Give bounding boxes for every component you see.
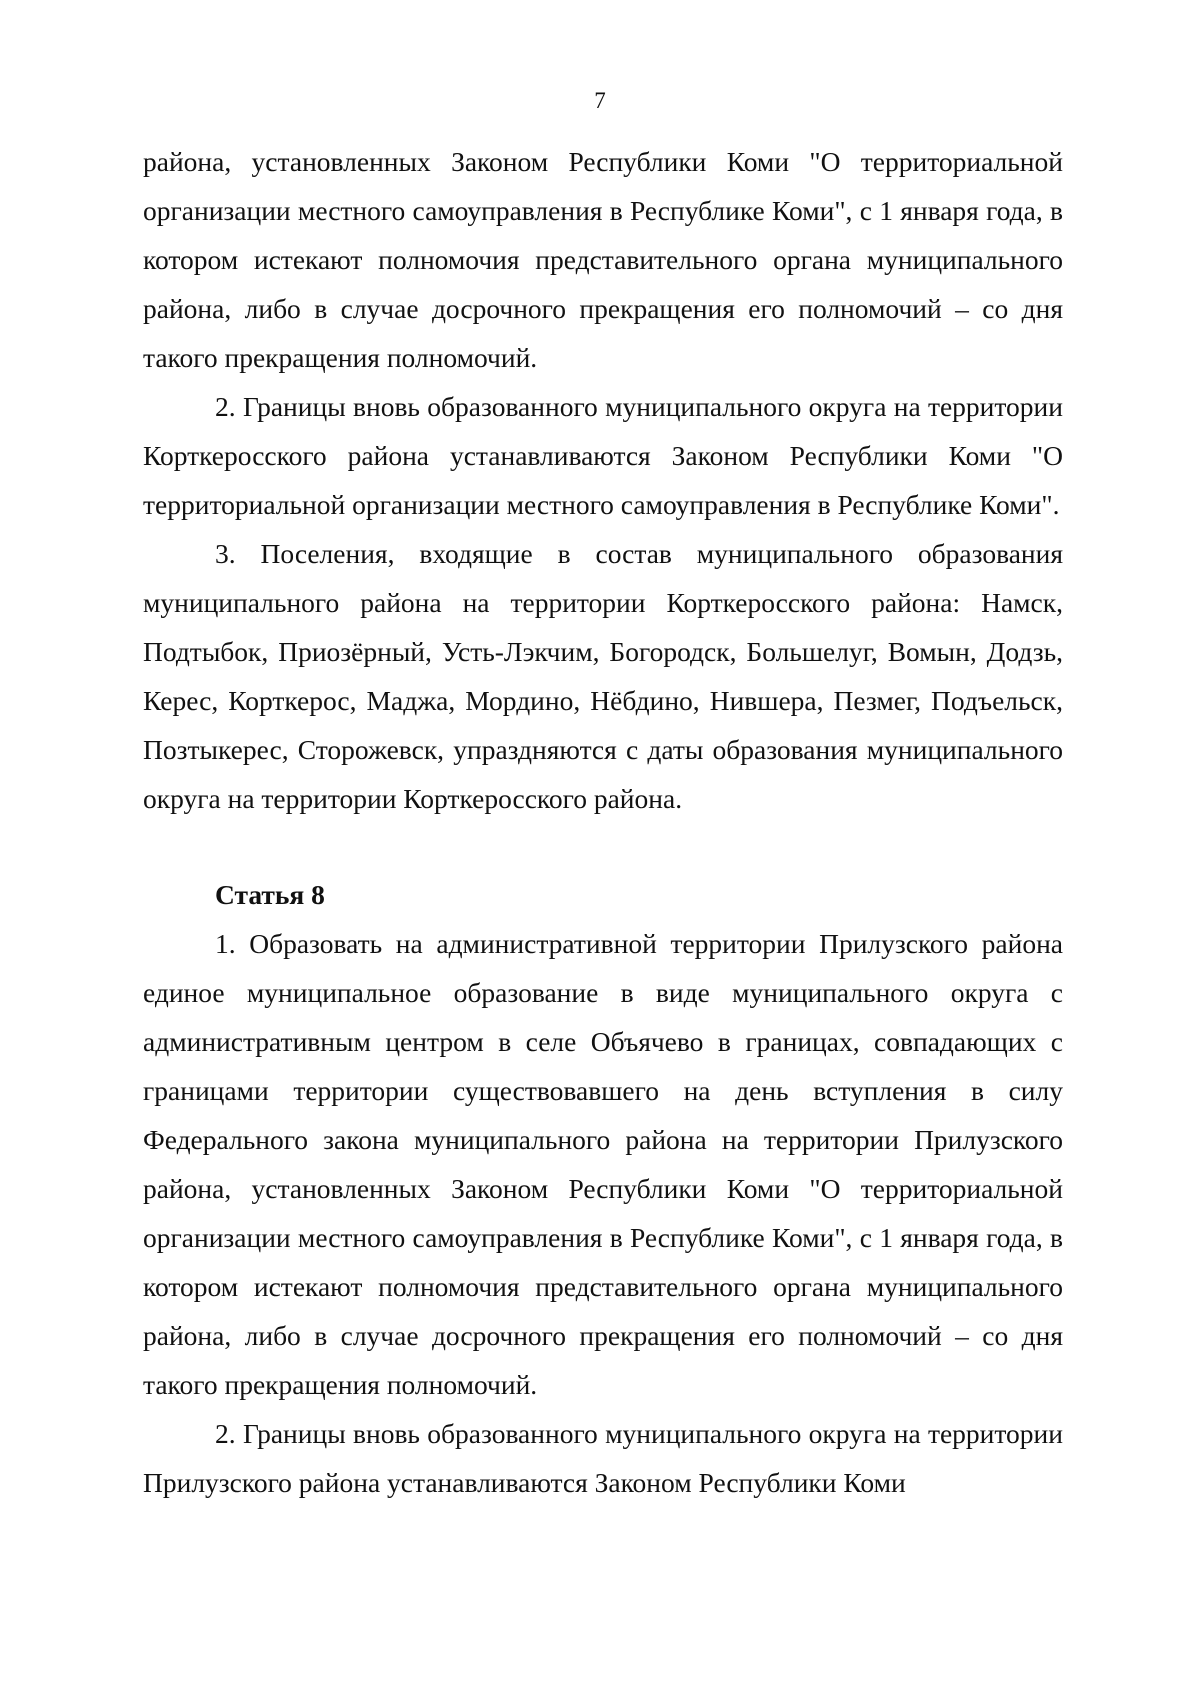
paragraph-continuation: района, установленных Законом Республики Коми "О территориальной организации местного самоуправления в Республике Коми", с 1 января года, в котором истекают полномочия представительного органа муниципального района, либо в случае досрочного прекращения его полномочий – со дня такого прекращения полномочий. (143, 146, 1063, 373)
article-8-paragraph-2: 2. Границы вновь образованного муниципального округа на территории Прилузского района устанавливаются Законом Республики Коми (143, 1418, 1063, 1498)
paragraph-item-3: 3. Поселения, входящие в состав муниципального образования муниципального района на территории Корткеросского района: Намск, Подтыбок, Приозёрный, Усть-Лэкчим, Богородск, Большелуг, Вомын, Додзь, Керес, Корткерос, Маджа, Мордино, Нёбдино, Нившера, Пезмег, Подъельск, Позтыкерес, Сторожевск, упраздняются с даты образования муниципального округа на территории Корткеросского района. (143, 538, 1063, 814)
article-8-paragraph-1: 1. Образовать на административной территории Прилузского района единое муниципальное образование в виде муниципального округа с административным центром в селе Объячево в границах, совпадающих с границами территории существовавшего на день вступления в силу Федерального закона муниципального района на территории Прилузского района, установленных Законом Республики Коми "О территориальной организации местного самоуправления в Республике Коми", с 1 января года, в котором истекают полномочия представительного органа муниципального района, либо в случае досрочного прекращения его полномочий – со дня такого прекращения полномочий. (143, 928, 1063, 1400)
paragraph-item-2: 2. Границы вновь образованного муниципального округа на территории Корткеросского района устанавливаются Законом Республики Коми "О территориальной организации местного самоуправления в Республике Коми". (143, 391, 1063, 520)
document-body (143, 137, 1063, 1507)
article-heading: Статья 8 (215, 879, 325, 910)
page-number: 7 (594, 88, 606, 113)
